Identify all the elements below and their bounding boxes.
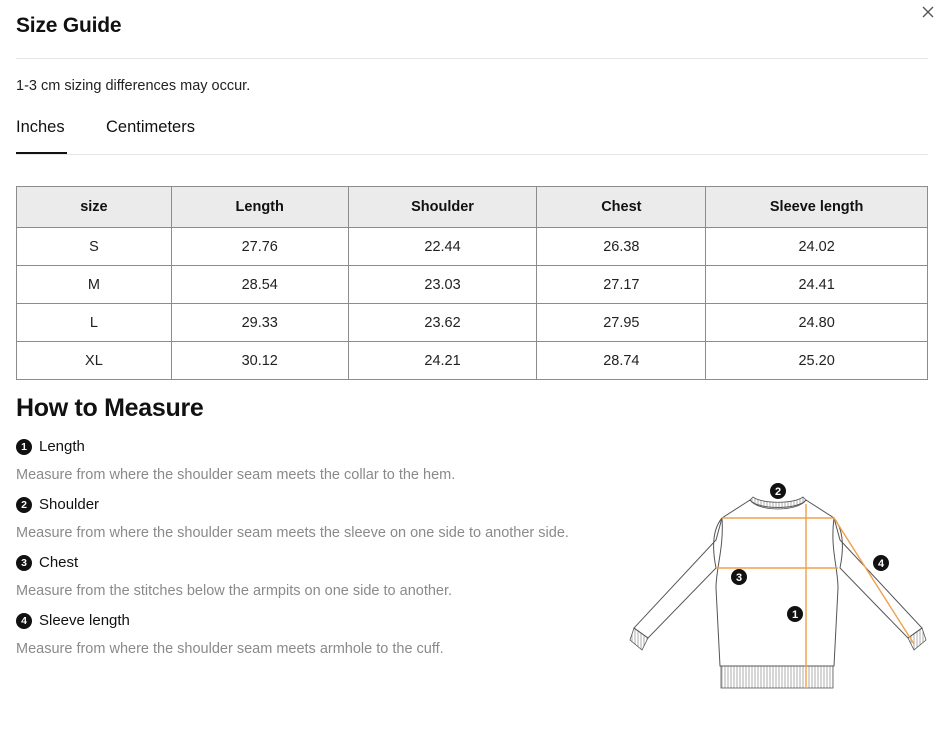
measure-label: Length — [39, 438, 85, 455]
table-row — [17, 266, 928, 304]
measure-item-chest — [16, 554, 78, 571]
marker-4 — [873, 555, 889, 571]
header-divider — [16, 58, 928, 59]
number-badge-4: 4 — [16, 613, 32, 629]
cell-shoulder: 23.62 — [348, 304, 537, 342]
header-shoulder: Shoulder — [348, 187, 537, 228]
cell-length: 29.33 — [171, 304, 348, 342]
number-badge-1: 1 — [16, 439, 32, 455]
sweater-measure-diagram — [628, 478, 928, 694]
table-row — [17, 342, 928, 380]
svg-text:2: 2 — [774, 486, 782, 498]
measure-label: Sleeve length — [39, 612, 130, 629]
marker-2 — [770, 483, 786, 499]
header-sleeve-length: Sleeve length — [706, 187, 928, 228]
size-table — [16, 186, 928, 380]
svg-text:3: 3 — [735, 572, 743, 584]
table-row — [17, 304, 928, 342]
svg-text:1: 1 — [791, 609, 799, 621]
cell-chest: 26.38 — [537, 228, 706, 266]
cell-shoulder: 22.44 — [348, 228, 537, 266]
table-header-row — [17, 187, 928, 228]
number-badge-2: 2 — [16, 497, 32, 513]
close-icon[interactable] — [918, 2, 938, 22]
measure-desc: Measure from where the shoulder seam meets armhole to the cuff. — [16, 641, 444, 657]
table-row — [17, 228, 928, 266]
cell-length: 27.76 — [171, 228, 348, 266]
cell-sleeve-length: 25.20 — [706, 342, 928, 380]
measure-item-shoulder — [16, 496, 99, 513]
cell-size: L — [17, 304, 172, 342]
sizing-note: 1-3 cm sizing differences may occur. — [16, 78, 251, 94]
header-chest: Chest — [537, 187, 706, 228]
cell-sleeve-length: 24.41 — [706, 266, 928, 304]
number-badge-3: 3 — [16, 555, 32, 571]
tab-inches[interactable]: Inches — [16, 118, 65, 136]
cell-size: S — [17, 228, 172, 266]
cell-chest: 28.74 — [537, 342, 706, 380]
cell-chest: 27.17 — [537, 266, 706, 304]
cell-length: 30.12 — [171, 342, 348, 380]
marker-1 — [787, 606, 803, 622]
measure-desc: Measure from where the shoulder seam meets the sleeve on one side to another side. — [16, 525, 569, 541]
measure-item-sleeve-length — [16, 612, 130, 629]
how-to-measure-title: How to Measure — [16, 394, 204, 422]
unit-tabs — [16, 116, 928, 155]
cell-sleeve-length: 24.80 — [706, 304, 928, 342]
measure-desc: Measure from the stitches below the armpits on one side to another. — [16, 583, 453, 599]
cell-sleeve-length: 24.02 — [706, 228, 928, 266]
cell-shoulder: 24.21 — [348, 342, 537, 380]
active-tab-indicator — [16, 152, 67, 154]
cell-chest: 27.95 — [537, 304, 706, 342]
measure-desc: Measure from where the shoulder seam meets the collar to the hem. — [16, 467, 456, 483]
cell-shoulder: 23.03 — [348, 266, 537, 304]
measure-label: Shoulder — [39, 496, 100, 513]
sweater-outline — [634, 500, 922, 666]
svg-text:4: 4 — [877, 558, 885, 570]
marker-3 — [731, 569, 747, 585]
cell-size: XL — [17, 342, 172, 380]
measure-item-length — [16, 438, 85, 455]
modal-title: Size Guide — [16, 14, 122, 37]
header-size: size — [17, 187, 172, 228]
cell-length: 28.54 — [171, 266, 348, 304]
header-length: Length — [171, 187, 348, 228]
hem-band — [721, 666, 833, 688]
measure-label: Chest — [39, 554, 79, 571]
tab-centimeters[interactable]: Centimeters — [106, 118, 195, 136]
cell-size: M — [17, 266, 172, 304]
